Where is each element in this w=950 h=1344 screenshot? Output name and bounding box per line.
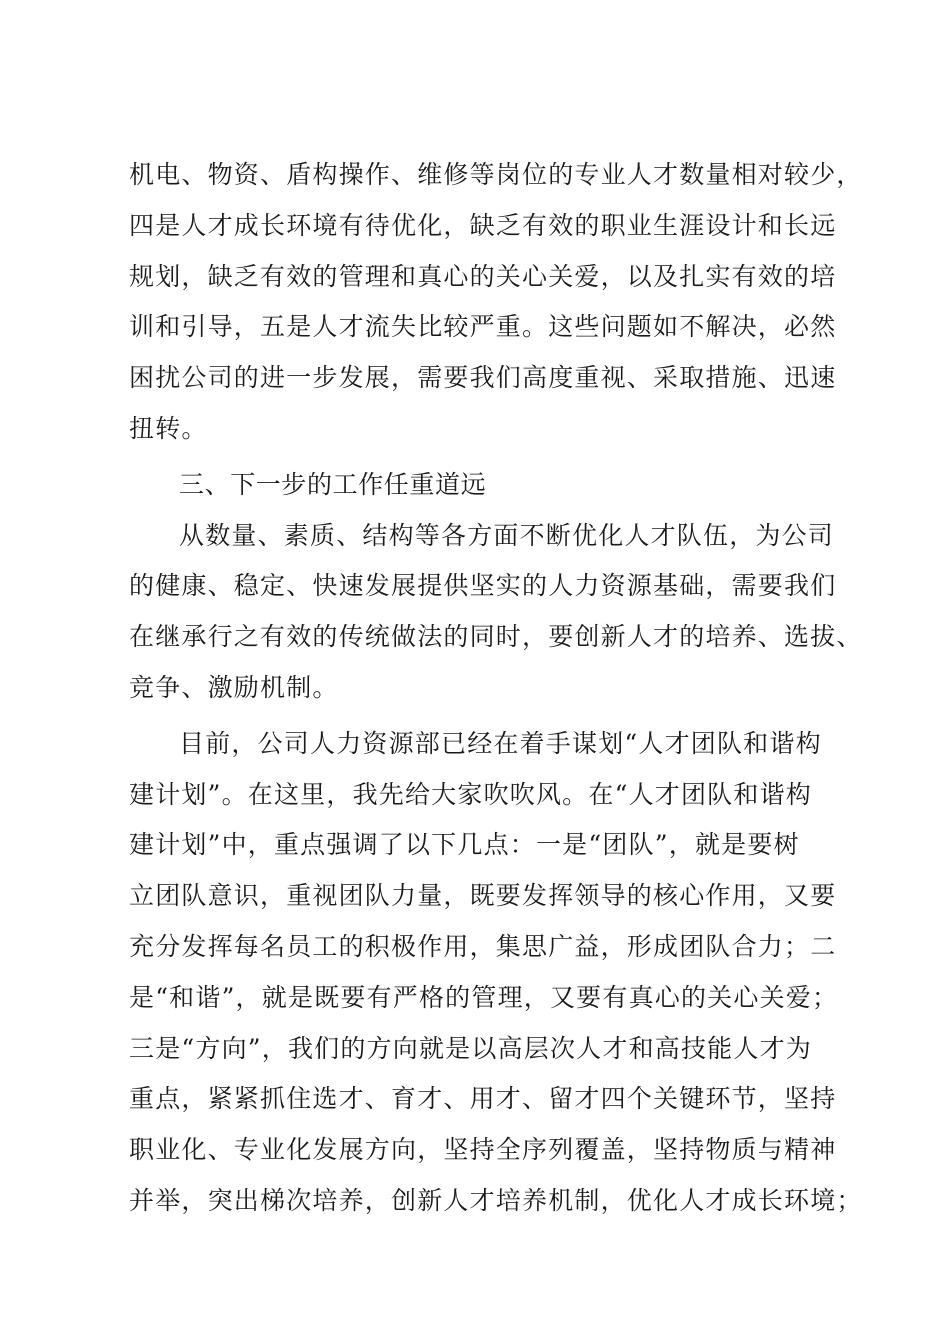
text-line: 立团队意识，重视团队力量，既要发挥领导的核心作用，又要 [129,881,837,911]
text-line: 机电、物资、盾构操作、维修等岗位的专业人才数量相对较少， [129,160,863,189]
text-line: 四是人才成长环境有待优化，缺乏有效的职业生涯设计和长远 [129,210,837,240]
text-line: 建计划”中，重点强调了以下几点：一是“团队”，就是要树 [129,830,800,860]
paragraph-continuation [129,150,863,455]
document-body [129,150,863,1227]
text-line: 困扰公司的进一步发展，需要我们高度重视、采取措施、迅速 [129,363,837,393]
text-line: 并举，突出梯次培养，创新人才培养机制，优化人才成长环境； [129,1185,863,1215]
text-line: 竞争、激励机制。 [129,672,339,702]
text-line: 职业化、专业化发展方向，坚持全序列覆盖，坚持物质与精神 [129,1135,837,1165]
text-line: 在继承行之有效的传统做法的同时，要创新人才的培养、选拔、 [129,622,863,652]
paragraph-team-harmony-plan [129,719,863,1227]
text-line: 的健康、稳定、快速发展提供坚实的人力资源基础，需要我们 [129,571,837,601]
section-heading: 三、下一步的工作任重道远 [179,469,487,499]
text-line: 训和引导，五是人才流失比较严重。这些问题如不解决，必然 [129,312,837,342]
text-line: 充分发挥每名员工的积极作用，集思广益，形成团队合力；二 [129,931,837,961]
text-line: 建计划”。在这里，我先给大家吹吹风。在“人才团队和谐构 [129,779,812,809]
text-line: 是“和谐”，就是既要有严格的管理，又要有真心的关心关爱； [129,982,839,1012]
text-line: 三是“方向”，我们的方向就是以高层次人才和高技能人才为 [129,1033,812,1063]
text-line: 从数量、素质、结构等各方面不断优化人才队伍，为公司 [179,520,835,550]
text-line: 扭转。 [129,413,208,443]
paragraph-talent-optimization [129,511,863,714]
text-line: 重点，紧紧抓住选才、育才、用才、留才四个关键环节，坚持 [129,1084,837,1114]
text-line: 规划，缺乏有效的管理和真心的关心关爱，以及扎实有效的培 [129,261,837,291]
text-line: 目前，公司人力资源部已经在着手谋划“人才团队和谐构 [179,728,822,758]
